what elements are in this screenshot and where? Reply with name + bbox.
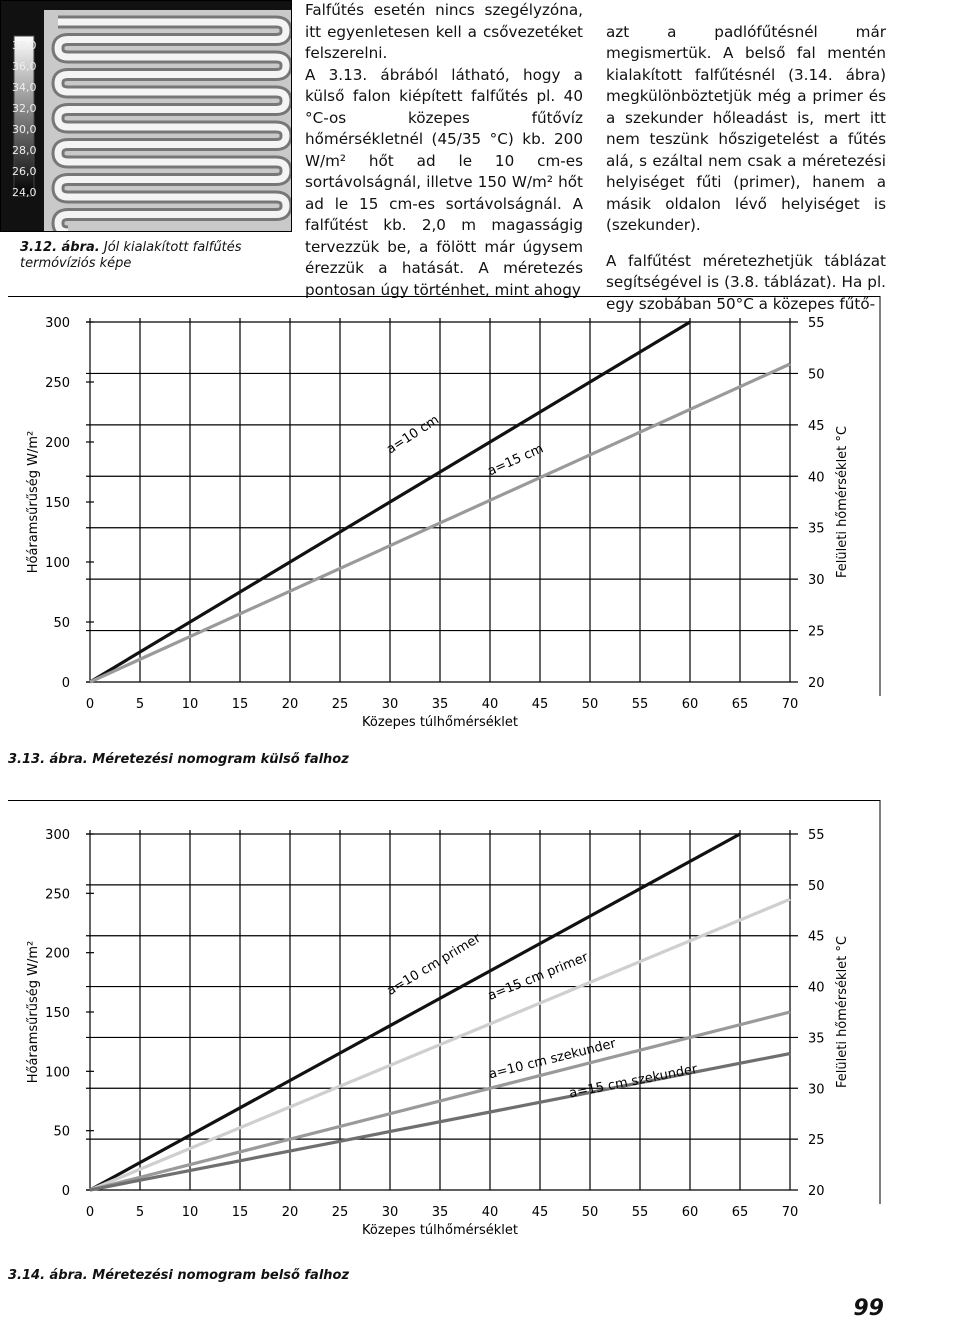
x-tick-label: 70 xyxy=(781,1205,799,1220)
x-tick-label: 25 xyxy=(331,697,349,712)
y2-tick-label: 30 xyxy=(808,1082,825,1098)
y2-tick-label: 50 xyxy=(808,367,825,383)
x-tick-label: 0 xyxy=(85,1205,95,1220)
x-axis-title: Közepes túlhőmérséklet xyxy=(362,715,518,730)
y2-tick-label: 40 xyxy=(808,980,825,996)
y2-tick-label: 35 xyxy=(808,1031,825,1047)
y2-tick-label: 40 xyxy=(808,470,825,486)
figure-caption-text: Méretezési nomogram külső falhoz xyxy=(92,752,349,767)
nomogram-inner-wall xyxy=(0,800,960,1245)
y2-tick-label: 25 xyxy=(808,1133,825,1149)
x-tick-label: 5 xyxy=(135,1205,145,1220)
figure-caption-3-13 xyxy=(8,752,349,767)
x-tick-label: 30 xyxy=(381,1205,399,1220)
y2-axis-title: Felületi hőmérséklet °C xyxy=(835,426,850,578)
x-tick-label: 15 xyxy=(231,1205,249,1220)
series-label: a=10 cm primer xyxy=(384,931,484,999)
y-tick-label: 250 xyxy=(45,376,70,391)
y2-tick-label: 30 xyxy=(808,573,825,589)
scale-label: 34,0 xyxy=(12,81,37,94)
series-label: a=15 cm xyxy=(485,441,546,480)
scale-label: 26,0 xyxy=(12,165,37,178)
scale-label: 36,0 xyxy=(12,60,37,73)
y-tick-label: 300 xyxy=(45,828,70,843)
y2-tick-label: 50 xyxy=(808,878,825,894)
x-tick-label: 50 xyxy=(581,1205,599,1220)
thermal-image-drawing xyxy=(0,0,292,232)
x-axis-title: Közepes túlhőmérséklet xyxy=(362,1223,518,1238)
series-line xyxy=(90,834,740,1190)
y-tick-label: 150 xyxy=(45,496,70,511)
figure-number: 3.13. ábra. xyxy=(8,752,88,767)
paragraph-1: azt a padlófűtésnél már megismertük. A belső fal mentén kialakított falfűtésnél (3.14. ábra) megkülönböztetjük még a primer és a szekunder hőleadást is, mert itt nem teszünk hőszigetelést a fűtés alá, s ezáltal nem csak a méretezési helyiséget fűti (primer), hanem a másik oldalon lévő helyiséget is (szekunder). xyxy=(606,22,886,234)
x-tick-label: 40 xyxy=(481,1205,499,1220)
text-column-1: Falfűtés esetén nincs szegélyzóna, itt egyenletesen kell a csővezetéket felszerelni. A 3.13. ábrából látható, hogy a külső falon kiépített falfűtés pl. 40 °C-os közepes fűtővíz hőmérsékletnél (45/35 °C) kb. 200 W/m² hőt ad le 10 cm-es sortávolságnál, illetve 150 W/m² hőt ad le 15 cm-es sortávolságnál. A falfűtést kb. 2,0 m magasságig tervezzük be, a fölött már úgysem érezzük a hatását. A méretezés pontosan úgy történhet, mint ahogy xyxy=(305,1,583,299)
y2-tick-label: 20 xyxy=(808,676,825,691)
y-tick-label: 100 xyxy=(45,1065,70,1081)
x-tick-label: 10 xyxy=(181,1205,199,1220)
y2-tick-label: 55 xyxy=(808,316,825,331)
thermal-image xyxy=(0,0,292,232)
figure-caption-3-14 xyxy=(8,1268,349,1283)
y-axis-title: Hőáramsűrűség W/m² xyxy=(26,940,41,1084)
scale-label: 32,0 xyxy=(12,102,37,115)
x-tick-label: 25 xyxy=(331,1205,349,1220)
x-tick-label: 60 xyxy=(681,1205,699,1220)
y-tick-label: 300 xyxy=(45,316,70,331)
series-label: a=10 cm szekunder xyxy=(487,1036,618,1083)
x-tick-label: 40 xyxy=(481,697,499,712)
scale-label: 38,0 xyxy=(12,39,37,52)
x-tick-label: 45 xyxy=(531,1205,549,1220)
series-label: a=10 cm xyxy=(384,412,442,458)
y2-tick-label: 25 xyxy=(808,624,825,640)
y2-tick-label: 35 xyxy=(808,521,825,537)
y2-tick-label: 45 xyxy=(808,929,825,945)
heating-pipe xyxy=(58,22,286,232)
y-tick-label: 50 xyxy=(53,616,70,631)
text-column-2 xyxy=(606,0,886,337)
y-tick-label: 0 xyxy=(61,676,70,691)
y2-tick-label: 45 xyxy=(808,418,825,434)
x-tick-label: 20 xyxy=(281,697,299,712)
x-tick-label: 55 xyxy=(631,1205,649,1220)
scale-label: 28,0 xyxy=(12,144,37,157)
series-label: a=15 cm szekunder xyxy=(567,1061,699,1102)
figure-caption-text: Jól kialakított falfűtés termóvíziós képe xyxy=(20,240,242,271)
y-tick-label: 50 xyxy=(53,1124,70,1140)
paragraph-2: A falfűtést méretezhetjük táblázat segítségével is (3.8. táblázat). Ha pl. egy szobában 50°C a közepes fűtő- xyxy=(606,251,886,313)
y-tick-label: 150 xyxy=(45,1006,70,1021)
figure-caption-text: Méretezési nomogram belső falhoz xyxy=(92,1268,350,1283)
x-tick-label: 20 xyxy=(281,1205,299,1220)
y2-axis-title: Felületi hőmérséklet °C xyxy=(835,936,850,1088)
x-tick-label: 5 xyxy=(135,697,145,712)
y-tick-label: 200 xyxy=(45,436,70,451)
nomogram-outer-wall xyxy=(0,296,960,736)
x-tick-label: 55 xyxy=(631,697,649,712)
x-tick-label: 60 xyxy=(681,697,699,712)
scale-label: 30,0 xyxy=(12,123,37,136)
y-tick-label: 0 xyxy=(61,1184,70,1199)
y-tick-label: 250 xyxy=(45,887,70,903)
y-axis-title: Hőáramsűrűség W/m² xyxy=(26,430,41,574)
y2-tick-label: 55 xyxy=(808,828,825,843)
x-tick-label: 30 xyxy=(381,697,399,712)
series-label: a=15 cm primer xyxy=(485,949,591,1004)
x-tick-label: 0 xyxy=(85,697,95,712)
x-tick-label: 65 xyxy=(731,697,749,712)
x-tick-label: 10 xyxy=(181,697,199,712)
page-number: 99 xyxy=(853,1296,884,1321)
x-tick-label: 15 xyxy=(231,697,249,712)
x-tick-label: 35 xyxy=(431,697,449,712)
x-tick-label: 50 xyxy=(581,697,599,712)
figure-number: 3.12. ábra. xyxy=(20,240,100,255)
x-tick-label: 70 xyxy=(781,697,799,712)
figure-caption-3-12 xyxy=(20,240,290,272)
x-tick-label: 35 xyxy=(431,1205,449,1220)
y-tick-label: 200 xyxy=(45,946,70,962)
scale-label: 24,0 xyxy=(12,186,37,199)
x-tick-label: 65 xyxy=(731,1205,749,1220)
x-tick-label: 45 xyxy=(531,697,549,712)
y2-tick-label: 20 xyxy=(808,1184,825,1199)
y-tick-label: 100 xyxy=(45,556,70,571)
figure-number: 3.14. ábra. xyxy=(8,1268,88,1283)
